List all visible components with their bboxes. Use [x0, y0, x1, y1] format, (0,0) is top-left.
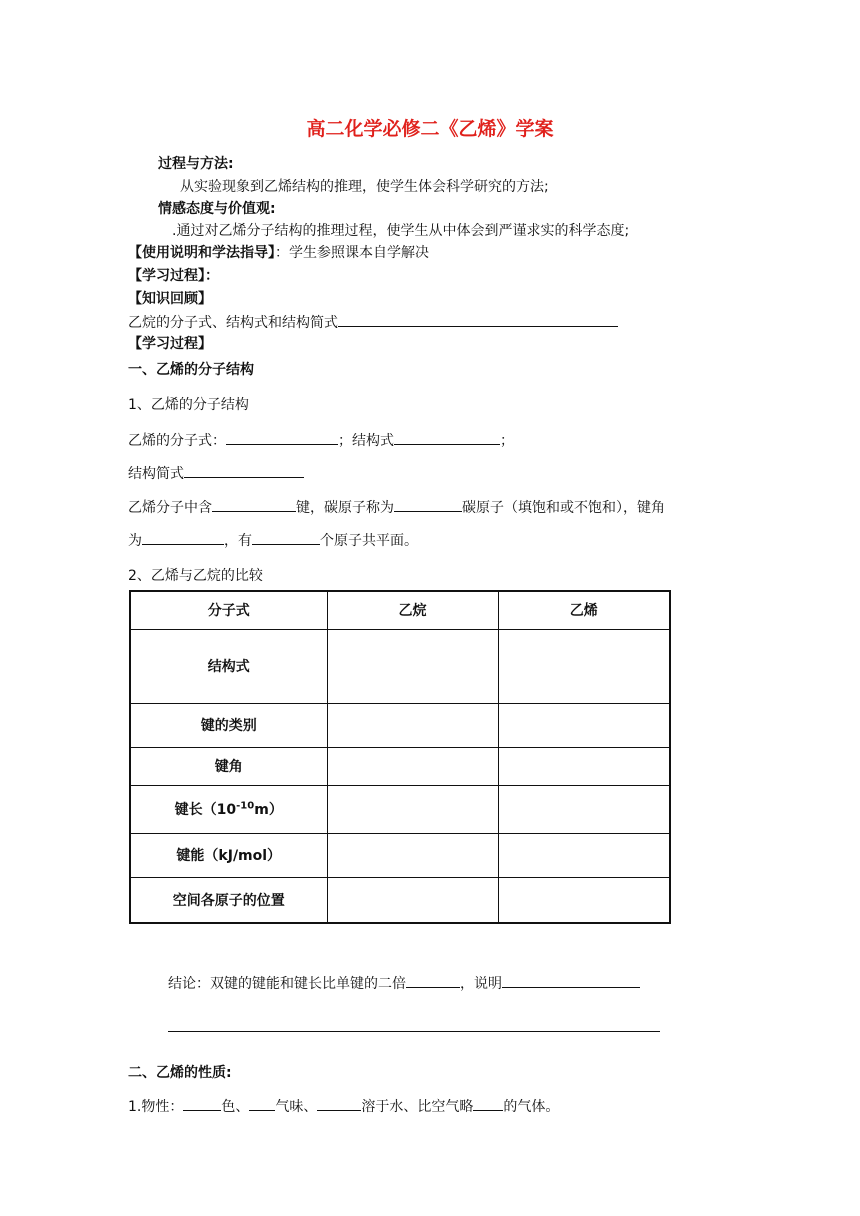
physical-text-4: 溶于水、比空气略 — [361, 1099, 474, 1115]
color-blank[interactable] — [183, 1096, 221, 1111]
usage-line — [128, 243, 429, 263]
table-row — [130, 703, 670, 747]
formula-line — [128, 430, 514, 451]
struct-end: ； — [500, 433, 514, 449]
bond-type-blank[interactable] — [212, 497, 296, 512]
conclusion-blank-line[interactable] — [168, 1031, 660, 1032]
angle-text-2: ，有 — [224, 533, 252, 549]
table-row — [130, 833, 670, 877]
cell-ethane-bond-angle[interactable] — [327, 747, 498, 785]
simple-label: 结构简式 — [128, 466, 184, 482]
density-blank[interactable] — [473, 1096, 503, 1111]
section1-sub1: 1、乙烯的分子结构 — [128, 397, 249, 413]
row-label-bond-angle: 键角 — [130, 747, 327, 785]
attitude-text: .通过对乙烯分子结构的推理过程，使学生从中体会到严谨求实的科学态度; — [172, 223, 630, 239]
attitude-heading: 情感态度与价值观: — [158, 201, 276, 217]
page-title: 高二化学必修二《乙烯》学案 — [306, 118, 554, 140]
usage-label: 【使用说明和学法指导】 — [128, 245, 275, 261]
header-ethane: 乙烷 — [327, 591, 498, 629]
table-row — [130, 747, 670, 785]
review-line — [128, 312, 618, 333]
cell-ethylene-bond-angle[interactable] — [498, 747, 670, 785]
study-process-heading: 【学习过程】 — [128, 336, 212, 352]
angle-blank[interactable] — [142, 530, 224, 545]
solubility-blank[interactable] — [317, 1096, 361, 1111]
conclusion-blank-1[interactable] — [406, 973, 460, 988]
cell-ethylene-bond-type[interactable] — [498, 703, 670, 747]
bond-text-3: 碳原子（填饱和或不饱和），键角 — [462, 500, 665, 516]
physical-text-5: 的气体。 — [503, 1099, 560, 1115]
simple-blank[interactable] — [184, 463, 304, 478]
coplanar-blank[interactable] — [252, 530, 320, 545]
study-process-label: 【学习过程】： — [128, 268, 219, 284]
row-label-structure: 结构式 — [130, 629, 327, 703]
simple-line — [128, 463, 304, 484]
row-label-atom-positions: 空间各原子的位置 — [130, 877, 327, 923]
cell-ethylene-bond-length[interactable] — [498, 785, 670, 833]
cell-ethane-structure[interactable] — [327, 629, 498, 703]
carbon-type-blank[interactable] — [394, 497, 462, 512]
review-answer-blank[interactable] — [338, 312, 618, 327]
cell-ethylene-bond-energy[interactable] — [498, 833, 670, 877]
angle-text-1: 为 — [128, 533, 142, 549]
cell-ethane-bond-type[interactable] — [327, 703, 498, 747]
header-ethylene: 乙烯 — [498, 591, 670, 629]
physical-text-1: 1.物性： — [128, 1099, 184, 1115]
review-label: 【知识回顾】 — [128, 291, 212, 307]
cell-ethylene-atom-positions[interactable] — [498, 877, 670, 923]
physical-text-3: 气味、 — [275, 1099, 318, 1115]
row-label-bond-energy: 键能（kJ/mol） — [130, 833, 327, 877]
bond-length-exponent: -10 — [236, 800, 255, 812]
angle-line — [128, 530, 418, 551]
struct-label: ；结构式 — [338, 433, 394, 449]
cell-ethane-bond-energy[interactable] — [327, 833, 498, 877]
section2-heading: 二、乙烯的性质: — [128, 1065, 232, 1081]
angle-text-3: 个原子共平面。 — [320, 533, 418, 549]
bond-line — [128, 497, 665, 518]
row-label-bond-length: 键长$(10^{-10}m)$ — [130, 785, 327, 833]
bond-text-2: 键，碳原子称为 — [296, 500, 394, 516]
table-row — [130, 785, 670, 833]
cell-ethane-atom-positions[interactable] — [327, 877, 498, 923]
review-text: 乙烷的分子式、结构式和结构简式 — [128, 315, 338, 331]
cell-ethane-bond-length[interactable] — [327, 785, 498, 833]
section1-heading: 一、乙烯的分子结构 — [128, 362, 254, 378]
conclusion-text-1: 结论：双键的键能和键长比单键的二倍 — [168, 976, 406, 992]
conclusion-blank-2[interactable] — [502, 973, 640, 988]
table-header-row — [130, 591, 670, 629]
physical-properties-line — [128, 1096, 559, 1117]
header-formula: 分子式 — [130, 591, 327, 629]
cell-ethylene-structure[interactable] — [498, 629, 670, 703]
struct-blank[interactable] — [394, 430, 500, 445]
conclusion-line — [168, 973, 640, 994]
formula-blank[interactable] — [226, 430, 338, 445]
table-row — [130, 629, 670, 703]
bond-text-1: 乙烯分子中含 — [128, 500, 212, 516]
physical-text-2: 色、 — [221, 1099, 250, 1115]
row-label-bond-type: 键的类别 — [130, 703, 327, 747]
comparison-table — [129, 590, 671, 924]
odor-blank[interactable] — [249, 1096, 275, 1111]
formula-label: 乙烯的分子式： — [128, 433, 226, 449]
conclusion-text-2: ，说明 — [460, 976, 502, 992]
table-row — [130, 877, 670, 923]
section1-sub2: 2、乙烯与乙烷的比较 — [128, 568, 263, 584]
usage-text: ：学生参照课本自学解决 — [275, 245, 429, 261]
process-text: 从实验现象到乙烯结构的推理，使学生体会科学研究的方法; — [180, 179, 549, 195]
process-heading: 过程与方法: — [158, 156, 234, 172]
